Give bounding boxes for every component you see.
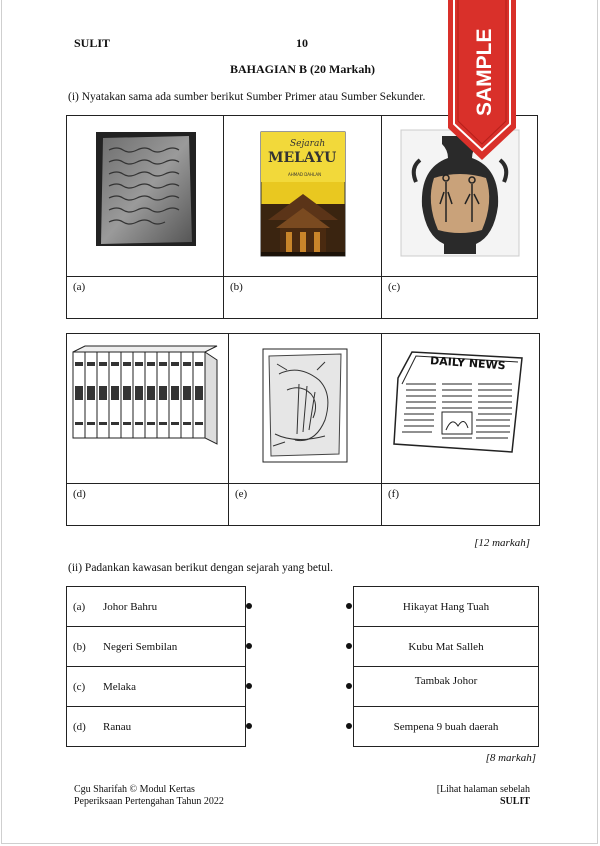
book-set-image (67, 334, 228, 478)
label-cell-d (67, 484, 229, 526)
match-right-item-1: Hikayat Hang Tuah (354, 587, 538, 627)
image-cell-a (67, 116, 224, 277)
footer-left (74, 784, 224, 808)
label-c: (c) (388, 281, 401, 293)
footer-right-line1: [Lihat halaman sebelah (436, 784, 530, 795)
label-b: (b) (230, 281, 243, 293)
match-dot-right-1[interactable] (346, 603, 352, 609)
book-title-line2: MELAYU (268, 150, 337, 166)
match-dot-left-c[interactable] (246, 683, 252, 689)
label-a: (a) (73, 281, 86, 293)
sample-ribbon (448, 0, 516, 162)
label-cell-c (382, 277, 538, 319)
match-dot-left-b[interactable] (246, 643, 252, 649)
match-left-text: Melaka (103, 680, 136, 693)
question-2-marks: [8 markah] (485, 752, 536, 764)
sources-table-2 (66, 333, 540, 526)
book-cover-image (224, 116, 381, 271)
match-right-item-2: Kubu Mat Salleh (354, 627, 538, 667)
sample-text: SAMPLE (473, 28, 496, 116)
section-title: BAHAGIAN B (20 Markah) (230, 62, 376, 76)
footer-left-line2: Peperiksaan Pertengahan Tahun 2022 (74, 796, 224, 807)
label-cell-b (224, 277, 382, 319)
newspaper-title: DAILY NEWS (429, 354, 507, 373)
match-dot-right-4[interactable] (346, 723, 352, 729)
label-cell-e (229, 484, 382, 526)
match-left-item-b (67, 627, 245, 667)
match-left-label: (c) (73, 680, 86, 693)
image-cell-d (67, 334, 229, 484)
question-1-marks: [12 markah] (474, 537, 530, 549)
match-left-label: (a) (73, 600, 86, 613)
match-left-label: (d) (73, 721, 86, 733)
match-left-text: Negeri Sembilan (103, 640, 178, 653)
label-f: (f) (388, 488, 399, 500)
match-left-item-a (67, 587, 245, 627)
stone-inscription-image (67, 116, 223, 271)
image-cell-f (382, 334, 540, 484)
label-e: (e) (235, 488, 248, 500)
match-left-label: (b) (73, 640, 86, 653)
match-dot-right-2[interactable] (346, 643, 352, 649)
label-cell-f (382, 484, 540, 526)
footer-right-line2: SULIT (499, 796, 530, 807)
match-right-column (353, 586, 539, 747)
footer-left-line1: Cgu Sharifah © Modul Kertas (74, 784, 195, 795)
book-author: AHMAD DAHLAN (288, 172, 322, 177)
label-d: (d) (73, 488, 86, 500)
match-left-item-c (67, 667, 245, 707)
sample-ribbon-shape (448, 0, 516, 162)
match-dot-left-a[interactable] (246, 603, 252, 609)
match-right-item-4: Sempena 9 buah daerah (393, 721, 499, 733)
match-left-column (66, 586, 246, 747)
question-1-text: (i) Nyatakan sama ada sumber berikut Sumber Primer atau Sumber Sekunder. (68, 91, 426, 103)
question-2-text: (ii) Padankan kawasan berikut dengan sejarah yang betul. (68, 562, 334, 574)
match-left-text: Ranau (103, 721, 132, 733)
footer-right (437, 784, 530, 808)
match-left-text: Johor Bahru (103, 600, 158, 613)
image-cell-b (224, 116, 382, 277)
fossil-image (229, 334, 381, 478)
header-sulit: SULIT (74, 36, 111, 50)
page-number: 10 (296, 36, 308, 50)
match-dot-left-d[interactable] (246, 723, 252, 729)
match-right-item-3: Tambak Johor (354, 667, 538, 707)
newspaper-image (382, 334, 539, 478)
label-cell-a (67, 277, 224, 319)
match-dot-right-3[interactable] (346, 683, 352, 689)
book-title-line1: Sejarah (290, 139, 326, 149)
match-left-item-d (67, 707, 245, 747)
image-cell-e (229, 334, 382, 484)
